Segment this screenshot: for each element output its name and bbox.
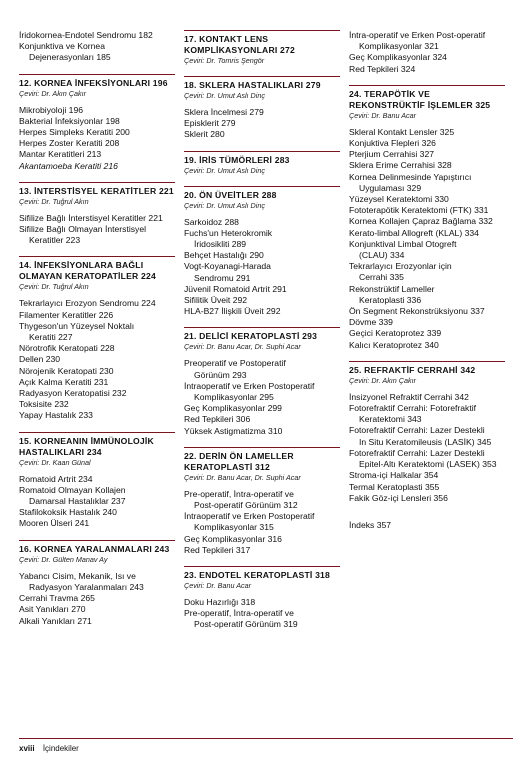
toc-entry: Herpes Zoster Keratiti 208 [19, 138, 120, 149]
chapter-translator: Çeviri: Dr. Banu Acar, Dr. Suphi Acar [184, 472, 301, 482]
toc-entry: Kerato-limbal Allogreft (KLAL) 334 [349, 227, 479, 238]
chapter-heading [19, 186, 175, 197]
chapter-number: 18. [184, 80, 197, 90]
toc-chapter [184, 447, 340, 556]
chapter-heading [349, 89, 505, 111]
toc-entry: Pre-operatif, İntra-operatif ve [184, 488, 294, 499]
toc-entries [19, 30, 175, 64]
chapter-title: TERAPÖTİK VE REKONSTRÜKTİF İŞLEMLER 325 [349, 88, 491, 110]
toc-entry: Yabancı Cisim, Mekanik, Isı ve [19, 570, 136, 581]
page-number: xviii [19, 744, 35, 753]
chapter-heading [184, 451, 340, 473]
chapter-translator: Çeviri: Dr. Umut Aslı Dinç [184, 165, 265, 175]
chapter-title: KORNEANIN İMMÜNOLOJİK HASTALIKLARI 234 [19, 435, 154, 457]
toc-entry: Yapay Hastalık 233 [19, 410, 93, 421]
chapter-heading [184, 80, 340, 91]
toc-entry: Keratektomi 343 [359, 414, 422, 425]
toc-entry: Fakik Göz-içi Lensleri 356 [349, 492, 448, 503]
chapter-title: KONTAKT LENS KOMPLİKASYONLARI 272 [184, 34, 295, 55]
toc-entry: Red Tepkileri 324 [349, 63, 416, 74]
chapter-number: 21. [184, 331, 197, 342]
toc-entry: Sklera İncelmesi 279 [184, 107, 264, 117]
toc-entry: Nörojenik Keratopati 230 [19, 365, 114, 376]
chapter-heading [19, 436, 175, 458]
toc-entry: (CLAU) 334 [359, 250, 405, 261]
toc-entry: Romatoid Olmayan Kollajen [19, 484, 126, 495]
toc-entry: Geç Komplikasyonlar 299 [184, 403, 282, 414]
toc-entry: Herpes Simpleks Keratiti 200 [19, 127, 130, 138]
toc-entry: Fuchs'un Heterokromik [184, 227, 273, 238]
toc-chapter [184, 186, 340, 318]
chapter-translator: Çeviri: Dr. Gülten Manav Ay [19, 554, 108, 564]
toc-entry: Uygulaması 329 [359, 182, 422, 193]
toc-entry: Yüzeysel Keratektomi 330 [349, 194, 449, 205]
chapter-title: İNTERSTİSYEL KERATİTLER 221 [34, 185, 174, 196]
toc-entry: Sarkoidoz 288 [184, 216, 239, 227]
toc-chapter [184, 151, 340, 176]
toc-entry: Keratoplasti 336 [359, 294, 422, 305]
toc-entry: Rekonstrüktif Lameller [349, 283, 435, 294]
toc-chapter [349, 361, 505, 504]
toc-entry: Fotorefraktif Cerrahi: Fotorefraktif [349, 403, 477, 414]
chapter-title: SKLERA HASTALIKLARI 279 [199, 80, 321, 90]
chapter-title: REFRAKTİF CERRAHİ 342 [364, 364, 476, 375]
toc-entry: Fotorefraktif Cerrahi: Lazer Destekli [349, 425, 485, 436]
chapter-translator: Çeviri: Dr. Akın Çakır [349, 375, 416, 385]
toc-entry: Komplikasyonlar 295 [194, 392, 274, 403]
chapter-title: DERİN ÖN LAMELLER KERATOPLASTİ 312 [184, 450, 294, 472]
chapter-heading [184, 190, 340, 201]
toc-chapter [19, 432, 175, 530]
chapter-number: 15. [19, 435, 32, 446]
toc-entry: Stafilokoksik Hastalık 240 [19, 507, 117, 518]
spacer [349, 504, 505, 520]
toc-entry: Komplikasyonlar 315 [194, 522, 274, 533]
toc-entry: Jüvenil Romatoid Artrit 291 [184, 283, 287, 294]
toc-entry: In Situ Keratomileusis (LASİK) 345 [359, 436, 492, 447]
toc-chapter [184, 30, 340, 66]
toc-entry: Dellen 230 [19, 354, 61, 365]
chapter-title: ÖN ÜVEİTLER 288 [199, 189, 277, 200]
toc-entry: Alkali Yanıkları 271 [19, 615, 92, 626]
chapter-title: ENDOTEL KERATOPLASTİ 318 [199, 570, 331, 581]
toc-chapter [184, 76, 340, 141]
toc-entry: Keratitler 223 [29, 235, 81, 246]
toc-entry: İndeks 357 [349, 519, 392, 530]
toc-entry: Mikrobiyoloji 196 [19, 104, 84, 115]
chapter-heading [19, 78, 175, 89]
toc-entry: İntraoperatif ve Erken Postoperatif [184, 380, 315, 391]
toc-entry: Akantamoeba Keratiti 216 [19, 160, 118, 171]
toc-entry: Red Tepkileri 317 [184, 544, 251, 555]
toc-entry: Pterjium Cerrahisi 327 [349, 149, 435, 160]
toc-entry: Ön Segment Rekonstrüksiyonu 337 [349, 306, 485, 317]
toc-entry: Termal Keratoplasti 355 [349, 481, 440, 492]
toc-entry: Sklerit 280 [184, 129, 225, 140]
toc-entry: Skleral Kontakt Lensler 325 [349, 126, 455, 137]
toc-entry: Episklerit 279 [184, 118, 236, 129]
chapter-number: 16. [19, 543, 32, 554]
chapter-title: KORNEA İNFEKSİYONLARI 196 [34, 77, 168, 88]
toc-entry: Romatoid Artrit 234 [19, 473, 93, 484]
toc-entry: Yüksek Astigmatizma 310 [184, 425, 283, 436]
toc-entry: Filamenter Keratitler 226 [19, 309, 114, 320]
toc-entry: Fotorefraktif Cerrahi: Lazer Destekli [349, 447, 485, 458]
chapter-translator: Çeviri: Dr. Tomris Şengör [184, 56, 265, 65]
toc-entry: Radyasyon Yaralanmaları 243 [29, 581, 144, 592]
chapter-translator: Çeviri: Dr. Banu Acar, Dr. Suphi Acar [184, 342, 301, 352]
toc-column-3 [349, 30, 505, 531]
toc-entry: Dövme 339 [349, 317, 393, 328]
chapter-heading [184, 34, 340, 56]
toc-entry: Red Tepkileri 306 [184, 414, 251, 425]
chapter-title: İNFEKSİYONLARA BAĞLI OLMAYAN KERATOPATİLER 224 [19, 260, 156, 282]
toc-entry: Post-operatif Görünüm 319 [194, 619, 298, 630]
toc-entry: Açık Kalma Keratiti 231 [19, 376, 109, 387]
toc-entry: Stroma-içi Halkalar 354 [349, 470, 439, 481]
toc-chapter [19, 182, 175, 247]
toc-entry: Kalıcı Keratoprotez 340 [349, 339, 439, 350]
toc-entry: İridokornea-Endotel Sendromu 182 [19, 30, 153, 40]
toc-entry: Sifilize Bağlı İnterstisyel Keratitler 221 [19, 212, 163, 223]
toc-entry: Doku Hazırlığı 318 [184, 597, 256, 608]
toc-entry: Pre-operatif, İntra-operatif ve [184, 608, 294, 619]
chapter-translator: Çeviri: Dr. Tuğrul Akın [19, 282, 89, 292]
toc-entry: Geç Komplikasyonlar 316 [184, 533, 282, 544]
page-footer [19, 738, 513, 753]
toc-entry: Kornea Delinmesinde Yapıştırıcı [349, 171, 472, 182]
chapter-number: 13. [19, 185, 32, 196]
chapter-number: 14. [19, 260, 32, 271]
toc-entry: Komplikasyonlar 321 [359, 41, 439, 52]
toc-entry: Geçici Keratoprotez 339 [349, 328, 442, 339]
toc-entry: Preoperatif ve Postoperatif [184, 358, 286, 369]
toc-entry: Dejenerasyonları 185 [29, 52, 111, 63]
toc-entry: Konjunktiva ve Kornea [19, 41, 105, 52]
chapter-title: İRİS TÜMÖRLERİ 283 [199, 154, 290, 165]
toc-chapter [184, 566, 340, 631]
toc-entry: Radyasyon Keratopatisi 232 [19, 388, 127, 399]
toc-entry: İntra-operatif ve Erken Post-operatif [349, 30, 486, 40]
toc-chapter [19, 540, 175, 627]
toc-entry: Toksisite 232 [19, 399, 69, 410]
chapter-number: 23. [184, 570, 197, 581]
chapter-title: KORNEA YARALANMALARI 243 [34, 543, 170, 554]
toc-chapter [349, 85, 505, 351]
toc-entry: Epitel-Altı Keratektomi (LASEK) 353 [359, 459, 497, 470]
toc-entry: Konjuktiva Flepleri 326 [349, 138, 436, 149]
chapter-translator: Çeviri: Dr. Banu Acar [349, 110, 416, 120]
toc-entries [349, 520, 505, 531]
toc-entry: Sklera Erime Cerrahisi 328 [349, 160, 452, 171]
toc-entry: Kornea Kollajen Çapraz Bağlama 332 [349, 216, 493, 227]
toc-chapter [19, 74, 175, 172]
toc-entry: Mooren Ülseri 241 [19, 518, 90, 529]
toc-entry: Vogt-Koyanagi-Harada [184, 261, 271, 272]
toc-entry: Post-operatif Görünüm 312 [194, 500, 298, 511]
toc-entries [349, 30, 505, 75]
chapter-translator: Çeviri: Dr. Akın Çakır [19, 88, 86, 98]
toc-entry: Keratiti 227 [29, 332, 73, 343]
toc-entry: Behçet Hastalığı 290 [184, 250, 264, 261]
chapter-title: DELİCİ KERATOPLASTİ 293 [199, 331, 318, 342]
toc-entry: HLA-B27 İlişkili Üveit 292 [184, 306, 281, 317]
toc-entry: Cerrahi Travma 265 [19, 593, 95, 604]
chapter-number: 20. [184, 189, 197, 200]
chapter-number: 17. [184, 34, 197, 44]
chapter-translator: Çeviri: Dr. Tuğrul Akın [19, 196, 89, 206]
toc-entry: Konjunktival Limbal Otogreft [349, 238, 457, 249]
toc-entry: Sendromu 291 [194, 272, 251, 283]
running-title: İçindekiler [42, 744, 79, 753]
toc-entry: Fototerapötik Keratektomi (FTK) 331 [349, 205, 489, 216]
toc-entry: İnsizyonel Refraktif Cerrahi 342 [349, 391, 469, 402]
toc-entry: Görünüm 293 [194, 369, 247, 380]
chapter-heading [19, 544, 175, 555]
chapter-translator: Çeviri: Dr. Kaan Günal [19, 457, 91, 467]
chapter-translator: Çeviri: Dr. Umut Aslı Dinç [184, 91, 265, 100]
chapter-number: 25. [349, 364, 362, 375]
chapter-heading [184, 570, 340, 581]
toc-entry: Mantar Keratitleri 213 [19, 149, 102, 160]
chapter-number: 19. [184, 154, 197, 165]
toc-entry: Sifilize Bağlı Olmayan İnterstisyel [19, 224, 147, 235]
chapter-heading [19, 260, 175, 282]
chapter-heading [184, 155, 340, 166]
toc-entry: Damarsal Hastalıklar 237 [29, 496, 126, 507]
chapter-number: 24. [349, 88, 362, 99]
chapter-heading [349, 365, 505, 376]
toc-column-2 [184, 30, 340, 631]
toc-chapter [184, 327, 340, 436]
toc-entry: İntraoperatif ve Erken Postoperatif [184, 511, 315, 522]
toc-entry: Tekrarlayıcı Erozyonlar için [349, 261, 452, 272]
toc-entry: Geç Komplikasyonlar 324 [349, 52, 447, 63]
toc-entry: Cerrahi 335 [359, 272, 404, 283]
toc-column-1 [19, 30, 175, 627]
chapter-translator: Çeviri: Dr. Umut Aslı Dinç [184, 200, 265, 210]
toc-entry: Tekrarlayıcı Erozyon Sendromu 224 [19, 298, 156, 309]
chapter-translator: Çeviri: Dr. Banu Acar [184, 581, 251, 591]
toc-entry: Asit Yanıkları 270 [19, 604, 86, 615]
chapter-number: 12. [19, 77, 32, 88]
toc-entry: Nörotrofik Keratopati 228 [19, 343, 115, 354]
toc-entry: İridosikliti 289 [194, 239, 247, 250]
toc-entry: Bakterial İnfeksiyonlar 198 [19, 115, 120, 126]
chapter-heading [184, 331, 340, 342]
chapter-number: 22. [184, 450, 197, 461]
toc-chapter [19, 256, 175, 421]
toc-entry: Thygeson'un Yüzeysel Noktalı [19, 320, 135, 331]
toc-entry: Sifilitik Üveit 292 [184, 295, 248, 306]
